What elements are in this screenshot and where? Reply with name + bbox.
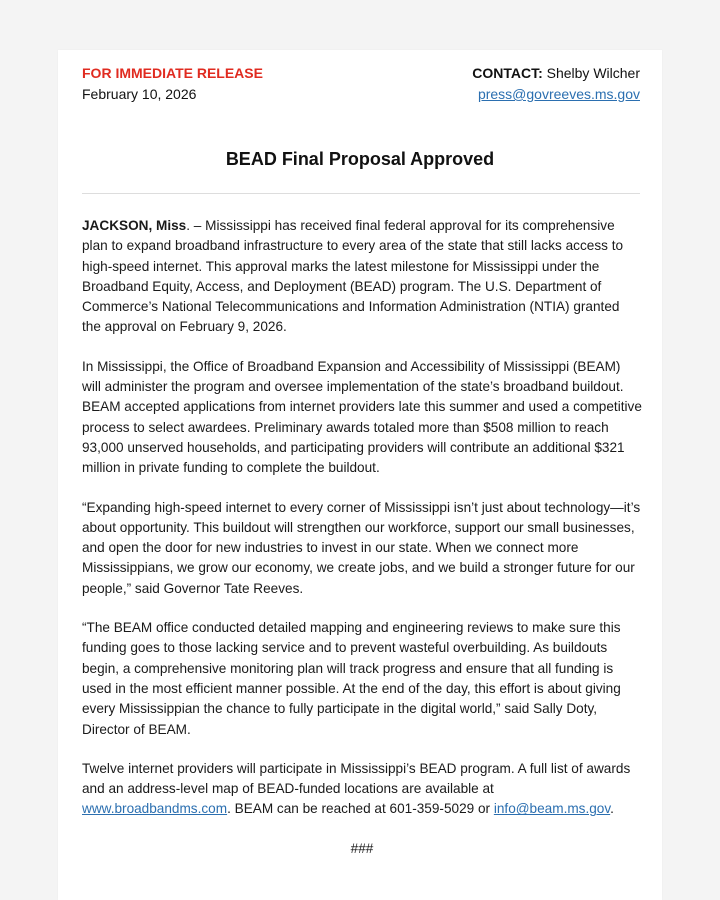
release-label: FOR IMMEDIATE RELEASE	[82, 65, 263, 81]
paragraph-dateline	[82, 216, 642, 338]
end-mark: ###	[350, 840, 374, 856]
paragraph-director-quote: “The BEAM office conducted detailed mapping and engineering reviews to make sure this funding goes to those lacking service and to prevent wasteful overbuilding. As buildouts begin, a comprehensive monitoring plan will track progress and ensure that all funding is used in the most efficient manner possible. At the end of the day, this effort is about giving every Mississippian the chance to fully participate in the digital world,” said Sally Doty, Director of BEAM.	[82, 620, 621, 737]
press-release-page	[58, 50, 662, 900]
paragraph-5-text-c: .	[610, 801, 614, 817]
release-header	[82, 63, 640, 105]
paragraph-1-text: – Mississippi has received final federal approval for its comprehensive plan to expand broadband infrastructure to every area of the state that still lacks access to high-speed internet. This approval marks the latest milestone for Mississippi under the Broadband Equity, Access, and Deployment (BEAD) program. The U.S. Department of Commerce’s National Telecommunications and Information Administration (NTIA) granted the approval on February 9, 2026.	[82, 218, 624, 335]
beam-email-link[interactable]: info@beam.ms.gov	[493, 801, 611, 817]
paragraph-contact-info	[82, 759, 642, 820]
dateline-dot: .	[186, 218, 191, 233]
contact-label: CONTACT:	[472, 65, 543, 81]
contact-name: Shelby Wilcher	[546, 65, 640, 81]
contact-email-link[interactable]: press@govreeves.ms.gov	[477, 86, 640, 102]
contact-line	[472, 63, 640, 83]
paragraph-2: In Mississippi, the Office of Broadband Expansion and Accessibility of Mississippi (BEAM) will administer the program and oversee implementation of the state’s broadband buildout. BEAM accepted applications from internet providers late this summer and used a competitive process to select awardees. Preliminary awards totaled more than $508 million to reach 93,000 unserved households, and participating providers will contribute an additional $321 million in private funding to complete the buildout.	[82, 358, 642, 476]
paragraph-governor-quote: “Expanding high-speed internet to every corner of Mississippi isn’t just about technology—it’s about opportunity. This buildout will strengthen our workforce, support our small businesses, and open the door for new industries to invest in our state. When we connect more Mississippians, we grow our economy, we create jobs, and we build a stronger future for our people,” said Governor Tate Reeves.	[82, 499, 641, 596]
release-date: February 10, 2026	[82, 86, 197, 102]
paragraph-5-text-b: . BEAM can be reached at 601-359-5029 or	[227, 801, 494, 817]
title-divider	[82, 193, 640, 194]
broadbandms-link[interactable]: www.broadbandms.com	[82, 801, 228, 817]
dateline: JACKSON, Miss	[82, 218, 187, 233]
release-body	[82, 216, 642, 859]
paragraph-5-text-a: Twelve internet providers will participate in Mississippi’s BEAD program. A full list of awards and an address-level map of BEAD-funded locations are available at	[82, 760, 631, 797]
page-title: BEAD Final Proposal Approved	[225, 149, 495, 169]
